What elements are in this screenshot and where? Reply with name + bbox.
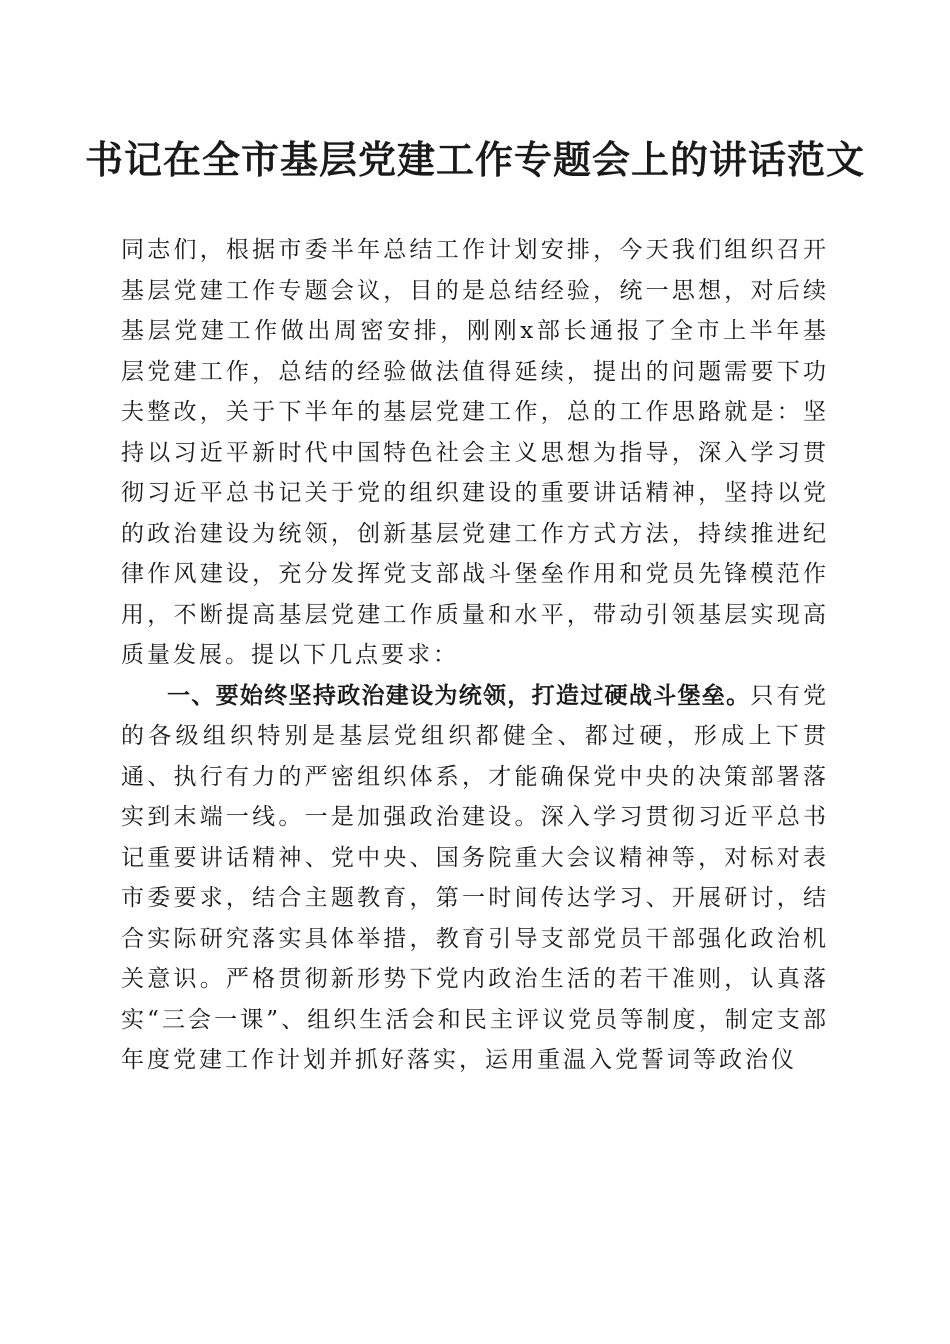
document-body: [121, 230, 829, 1081]
intro-paragraph: 同志们，根据市委半年总结工作计划安排，今天我们组织召开基层党建工作专题会议，目的是总结经验，统一思想，对后续基层党建工作做出周密安排，刚刚x部长通报了全市上半年基层党建工作，总结的经验做法值得延续，提出的问题需要下功夫整改，关于下半年的基层党建工作，总的工作思路就是：坚持以习近平新时代中国特色社会主义思想为指导，深入学习贯彻习近平总书记关于党的组织建设的重要讲话精神，坚持以党的政治建设为统领，创新基层党建工作方式方法，持续推进纪律作风建设，充分发挥党支部战斗堡垒作用和党员先锋模范作用，不断提高基层党建工作质量和水平，带动引领基层实现高质量发展。提以下几点要求：: [121, 237, 829, 668]
section-one-heading: 一、要始终坚持政治建设为统领，打造过硬战斗堡垒。: [167, 681, 751, 709]
section-one-paragraph: [121, 676, 829, 1081]
section-one-text: 只有党的各级组织特别是基层党组织都健全、都过硬，形成上下贯通、执行有力的严密组织体系，才能确保党中央的决策部署落实到末端一线。一是加强政治建设。深入学习贯彻习近平总书记重要讲话精神、党中央、国务院重大会议精神等，对标对表市委要求，结合主题教育，第一时间传达学习、开展研讨，结合实际研究落实具体举措，教育引导支部党员干部强化政治机关意识。严格贯彻新形势下党内政治生活的若干准则，认真落实“三会一课”、组织生活会和民主评议党员等制度，制定支部年度党建工作计划并抓好落实，运用重温入党誓词等政治仪: [121, 682, 830, 1073]
document-title: 书记在全市基层党建工作专题会上的讲话范文: [84, 137, 865, 182]
